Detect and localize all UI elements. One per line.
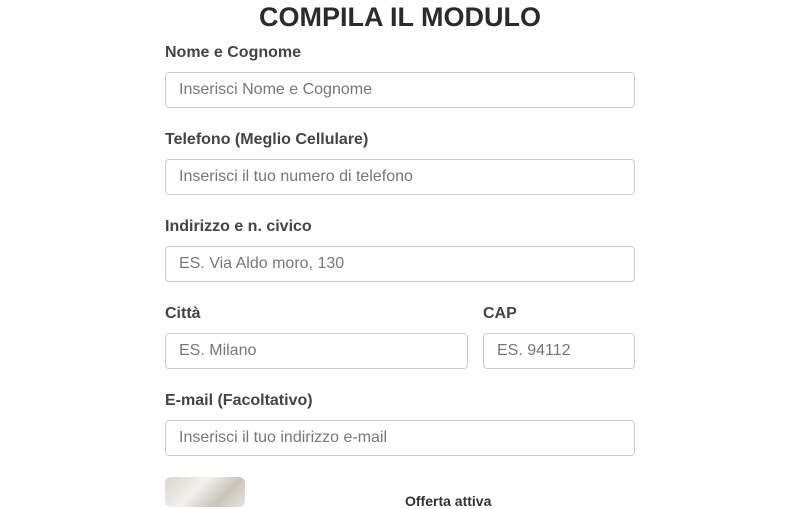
address-label: Indirizzo e n. civico bbox=[165, 218, 312, 235]
email-label: E-mail (Facoltativo) bbox=[165, 392, 313, 409]
product-image bbox=[165, 477, 245, 507]
city-input[interactable] bbox=[165, 333, 468, 369]
phone-label: Telefono (Meglio Cellulare) bbox=[165, 131, 369, 148]
name-label: Nome e Cognome bbox=[165, 44, 302, 61]
email-input[interactable] bbox=[165, 420, 635, 456]
offer-text: Offerta attiva bbox=[405, 493, 492, 509]
phone-input[interactable] bbox=[165, 159, 635, 195]
cap-input[interactable] bbox=[483, 333, 635, 369]
city-label: Città bbox=[165, 305, 201, 322]
name-input[interactable] bbox=[165, 72, 635, 108]
page-title: COMPILA IL MODULO bbox=[259, 2, 541, 32]
address-input[interactable] bbox=[165, 246, 635, 282]
cap-label: CAP bbox=[483, 305, 517, 322]
